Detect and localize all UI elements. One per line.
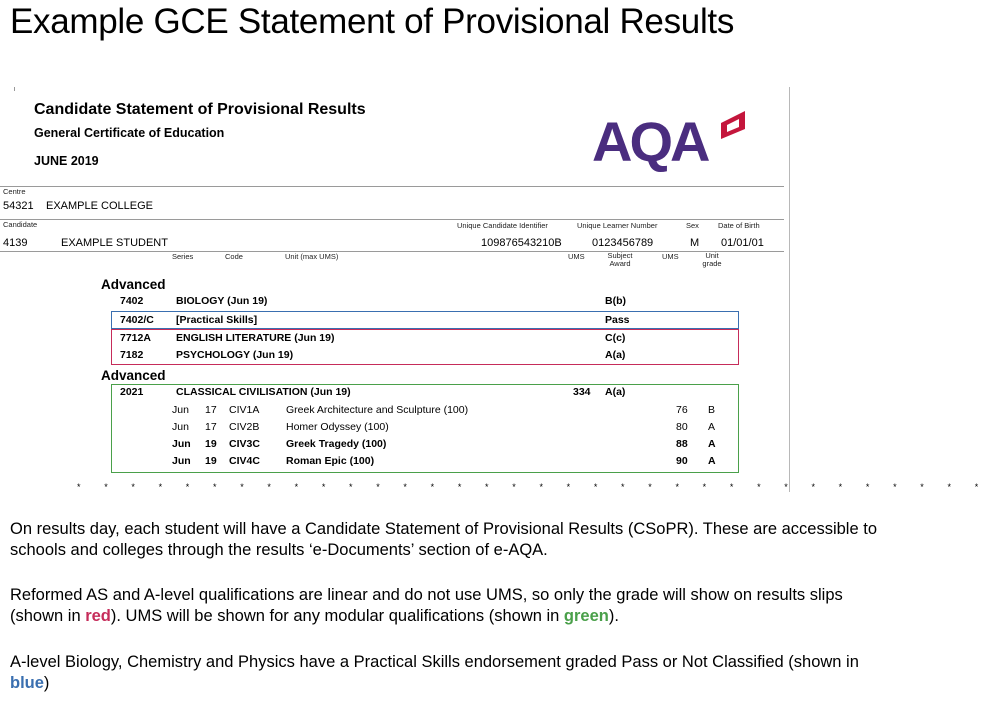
row-award: A(a): [605, 349, 626, 361]
col-code: Code: [225, 252, 243, 261]
paragraph-practical: [10, 652, 880, 694]
paragraph-text: Reformed AS and A-level qualifications are linear and do not use UMS, so only the grade will show on results slips (shown in: [10, 586, 843, 625]
unit-year: 19: [205, 438, 217, 450]
col-unit-grade: Unit grade: [702, 251, 722, 268]
statement-series: JUNE 2019: [34, 154, 99, 168]
unit-title: Greek Architecture and Sculpture (100): [286, 404, 469, 416]
row-code: 7402/C: [120, 314, 154, 326]
candidate-name: EXAMPLE STUDENT: [61, 237, 168, 249]
unit-grade: A: [708, 455, 716, 467]
unit-month: Jun: [172, 404, 189, 416]
centre-number: 54321: [3, 200, 34, 212]
row-code: 7712A: [120, 332, 151, 344]
unit-ums: 88: [676, 438, 688, 450]
unit-year: 17: [205, 421, 217, 433]
unit-grade: B: [708, 404, 716, 416]
subject-ums: 334: [573, 386, 591, 398]
row-code: 7402: [120, 295, 144, 307]
candidate-number: 4139: [3, 237, 28, 249]
row-code: 7182: [120, 349, 144, 361]
col-series: Series: [172, 252, 194, 261]
uci-value: 109876543210B: [481, 237, 562, 249]
centre-label: Centre: [3, 187, 26, 196]
col-unit: Unit (max UMS): [285, 252, 339, 261]
unit-grade: A: [708, 421, 716, 433]
unit-month: Jun: [172, 438, 191, 450]
unit-code: CIV2B: [229, 421, 260, 433]
candidate-label: Candidate: [3, 220, 38, 229]
section-1-title: Advanced: [101, 277, 166, 292]
unit-code: CIV4C: [229, 455, 260, 467]
unit-title: Homer Odyssey (100): [286, 421, 389, 433]
page-title: Example GCE Statement of Provisional Results: [10, 2, 735, 41]
subject-award: A(a): [605, 386, 626, 398]
unit-year: 17: [205, 404, 217, 416]
unit-ums: 80: [676, 421, 688, 433]
paragraph-text: A-level Biology, Chemistry and Physics have a Practical Skills endorsement graded Pass or Not Classified (shown in: [10, 653, 859, 671]
row-subject: ENGLISH LITERATURE (Jun 19): [176, 332, 335, 344]
corner-tick: [14, 87, 15, 91]
unit-title: Greek Tragedy (100): [286, 438, 387, 450]
unit-code: CIV1A: [229, 404, 260, 416]
sex-label: Sex: [686, 221, 699, 230]
unit-month: Jun: [172, 421, 189, 433]
paragraph-csopr: On results day, each student will have a Candidate Statement of Provisional Results (CSoPR). These are accessible to schools and colleges through the results ‘e-Documents’ section of e-AQA.: [10, 520, 877, 559]
paragraph-text: ): [43, 674, 50, 692]
col-subject-award: Subject Award: [607, 251, 633, 268]
unit-ums: 76: [676, 404, 688, 416]
statement-subheading: General Certificate of Education: [34, 126, 225, 140]
row-subject: BIOLOGY (Jun 19): [176, 295, 268, 307]
paragraph-text: ). UMS will be shown for any modular qualifications (shown in: [110, 607, 564, 625]
red-keyword: red: [85, 607, 111, 625]
green-keyword: green: [563, 607, 609, 625]
dob-label: Date of Birth: [718, 221, 760, 230]
unit-month: Jun: [172, 455, 191, 467]
sex-value: M: [690, 237, 700, 249]
unit-title: Roman Epic (100): [286, 455, 375, 467]
divider: [0, 186, 784, 187]
divider: [0, 219, 784, 220]
row-award: C(c): [605, 332, 626, 344]
unit-code: CIV3C: [229, 438, 260, 450]
row-award: B(b): [605, 295, 626, 307]
section-2-title: Advanced: [101, 368, 166, 383]
unit-ums: 90: [676, 455, 688, 467]
statement-heading: Candidate Statement of Provisional Results: [34, 101, 366, 118]
statement-document: [0, 87, 989, 492]
unit-grade: A: [708, 438, 716, 450]
subject-code: 2021: [120, 386, 144, 398]
uln-label: Unique Learner Number: [577, 221, 658, 230]
uln-value: 0123456789: [592, 237, 654, 249]
subject-name: CLASSICAL CIVILISATION (Jun 19): [176, 386, 351, 398]
row-subject: [Practical Skills]: [176, 314, 258, 326]
uci-label: Unique Candidate Identifier: [457, 221, 548, 230]
paragraph-text: ).: [608, 607, 619, 625]
right-margin-line: [789, 87, 790, 492]
dob-value: 01/01/01: [721, 237, 764, 249]
blue-keyword: blue: [10, 674, 44, 692]
col-unit-ums: UMS: [662, 252, 679, 261]
col-ums: UMS: [568, 252, 585, 261]
aqa-logo-mark-icon: [718, 109, 748, 141]
row-subject: PSYCHOLOGY (Jun 19): [176, 349, 294, 361]
aqa-logo: AQA: [592, 110, 708, 173]
centre-name: EXAMPLE COLLEGE: [46, 200, 153, 212]
row-award: Pass: [605, 314, 630, 326]
unit-year: 19: [205, 455, 217, 467]
paragraph-ums: [10, 585, 880, 627]
end-of-statement-stars: * * * * * * * * * * * * * * * * * * * * * * * * * * * * * * * * * *: [77, 482, 989, 492]
